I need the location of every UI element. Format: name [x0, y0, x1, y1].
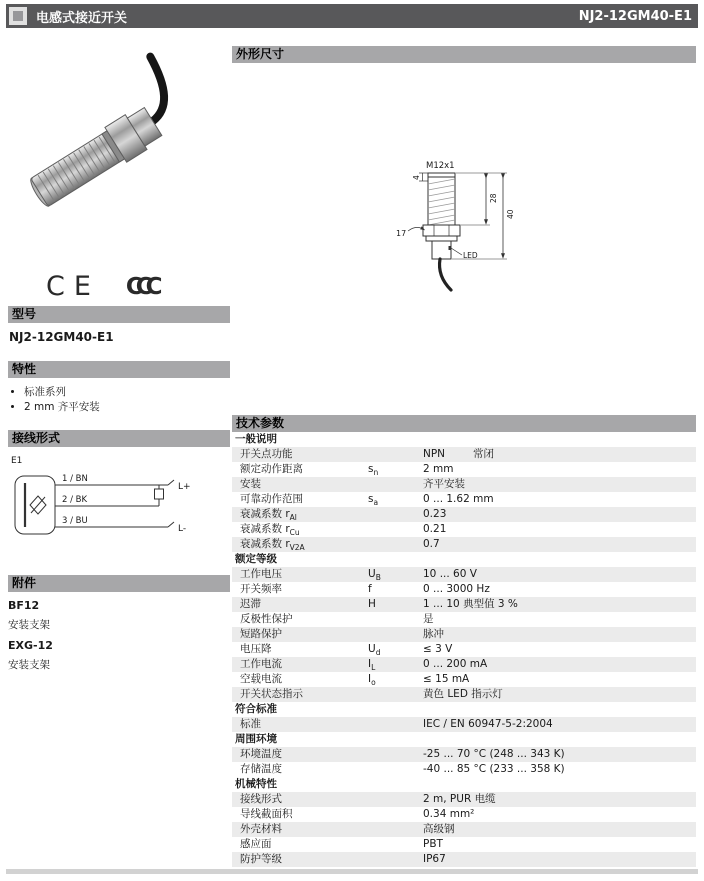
row-label: 衰减系数 $r_{V2A}$	[240, 538, 305, 553]
row-value: 0 ... 3000 Hz	[423, 583, 490, 595]
row-value: 0 ... 1.62 mm	[423, 493, 494, 505]
thread-label: M12x1	[426, 161, 455, 171]
row-symbol	[368, 447, 423, 462]
row-label: 空载电流	[240, 673, 282, 685]
table-row	[232, 657, 696, 672]
row-symbol	[368, 837, 423, 852]
row-symbol	[368, 507, 423, 522]
row-value: IP67	[423, 853, 446, 865]
row-symbol	[368, 762, 423, 777]
row-symbol: $U_d$	[368, 643, 381, 658]
table-section-header: 符合标准	[235, 703, 277, 715]
row-symbol	[368, 687, 423, 702]
ce-mark-icon: CE	[46, 271, 100, 302]
row-symbol: $U_B$	[368, 568, 381, 583]
table-row	[232, 597, 696, 612]
row-label: 安装	[240, 478, 261, 490]
row-symbol: f	[368, 583, 372, 595]
row-label: 额定动作距离	[240, 463, 303, 475]
table-row	[232, 522, 696, 537]
row-symbol: $I_L$	[368, 658, 376, 673]
cable	[123, 57, 180, 121]
row-label: 开关状态指示	[240, 688, 303, 700]
wiring-diagram	[8, 452, 216, 556]
row-value: 10 ... 60 V	[423, 568, 477, 580]
brand-icon	[9, 7, 27, 25]
right-column	[232, 46, 696, 867]
ccc-mark-icon: CCC	[125, 273, 156, 300]
table-row	[232, 627, 696, 642]
table-row	[232, 462, 696, 477]
row-symbol: $I_o$	[368, 673, 376, 688]
feature-item: • 2 mm 齐平安装	[24, 400, 230, 415]
row-symbol	[368, 477, 423, 492]
row-symbol: $s_n$	[368, 463, 379, 478]
row-symbol	[368, 537, 423, 552]
table-row	[232, 642, 696, 657]
row-label: 存储温度	[240, 763, 282, 775]
table-row	[232, 747, 696, 762]
row-label: 标准	[240, 718, 261, 730]
section-heading-features: 特性	[8, 361, 230, 378]
tech-table	[232, 432, 696, 867]
row-symbol	[368, 792, 423, 807]
row-label: 工作电压	[240, 568, 282, 580]
cable-line	[439, 259, 451, 290]
row-label: 开关频率	[240, 583, 282, 595]
row-value: 0.7	[423, 538, 440, 550]
accessory-desc: 安装支架	[8, 619, 50, 631]
table-row	[232, 567, 696, 582]
table-row	[232, 507, 696, 522]
table-row	[232, 762, 696, 777]
table-row	[232, 612, 696, 627]
table-row	[232, 477, 696, 492]
accessory-name: BF12	[8, 599, 40, 612]
row-value: -40 ... 85 °C (233 ... 358 K)	[423, 763, 565, 775]
dimension-sketch	[390, 159, 568, 307]
row-label: 衰减系数 $r_{Cu}$	[240, 523, 300, 538]
table-row	[232, 672, 696, 687]
section-heading-accessories: 附件	[8, 575, 230, 592]
table-section-header: 额定等级	[235, 553, 277, 565]
row-label: 感应面	[240, 838, 272, 850]
dim-label-4: 4	[412, 175, 421, 180]
row-label: 电压降	[240, 643, 272, 655]
feature-item: • 标准系列	[24, 385, 230, 400]
row-label: 外壳材料	[240, 823, 282, 835]
row-value: 高级钢	[423, 823, 455, 835]
certification-marks	[46, 271, 164, 302]
row-symbol: H	[368, 598, 376, 610]
table-row	[232, 447, 696, 462]
row-value: PBT	[423, 838, 443, 850]
footer-divider	[6, 869, 698, 874]
row-value: 2 mm	[423, 463, 454, 475]
row-label: 防护等级	[240, 853, 282, 865]
section-heading-tech: 技术参数	[232, 415, 696, 432]
table-row	[232, 822, 696, 837]
row-value: 脉冲	[423, 628, 444, 640]
table-row	[232, 537, 696, 552]
row-value: 1 ... 10 典型值 3 %	[423, 598, 518, 610]
sensor-photo-drawing	[8, 30, 220, 262]
row-value: NPN 常闭	[423, 448, 495, 460]
row-symbol: $s_a$	[368, 493, 379, 508]
row-value: 0 ... 200 mA	[423, 658, 488, 670]
page-header	[6, 4, 698, 28]
rail-label-minus: L-	[178, 524, 187, 534]
row-symbol	[368, 852, 423, 867]
section-heading-connection: 接线形式	[8, 430, 230, 447]
led-label: LED	[463, 251, 478, 260]
row-symbol	[368, 612, 423, 627]
row-value-secondary: 常闭	[473, 448, 495, 460]
row-label: 短路保护	[240, 628, 282, 640]
page-title: 电感式接近开关	[36, 10, 128, 26]
features-list	[24, 385, 230, 415]
row-label: 可靠动作范围	[240, 493, 303, 505]
row-symbol	[368, 807, 423, 822]
diagram-label: E1	[11, 456, 23, 466]
model-value: NJ2-12GM40-E1	[9, 330, 114, 344]
dim-label-40: 40	[506, 209, 515, 219]
row-label: 反极性保护	[240, 613, 293, 625]
table-row	[232, 792, 696, 807]
row-value: ≤ 3 V	[423, 643, 453, 655]
part-number-header: NJ2-12GM40-E1	[578, 8, 692, 24]
row-symbol	[368, 717, 423, 732]
row-value: 黄色 LED 指示灯	[423, 688, 503, 700]
row-value: ≤ 15 mA	[423, 673, 470, 685]
wire-label-bu: 3 / BU	[62, 516, 88, 526]
row-value: 0.34 mm²	[423, 808, 475, 820]
table-section-header: 一般说明	[235, 433, 277, 445]
table-section-header: 机械特性	[235, 778, 277, 790]
wire-label-bk: 2 / BK	[62, 495, 88, 505]
row-label: 接线形式	[240, 793, 282, 805]
dimension-drawing	[232, 63, 696, 415]
row-label: 环境温度	[240, 748, 282, 760]
row-value: -25 ... 70 °C (248 ... 343 K)	[423, 748, 565, 760]
row-value: 是	[423, 613, 434, 625]
section-heading-dimensions: 外形尺寸	[232, 46, 696, 63]
row-value: 2 m, PUR 电缆	[423, 793, 496, 805]
table-row	[232, 717, 696, 732]
accessories-list	[8, 599, 230, 672]
table-row	[232, 852, 696, 867]
product-photo	[8, 30, 230, 306]
table-row	[232, 492, 696, 507]
accessory-name: EXG-12	[8, 639, 53, 652]
connection-diagram	[8, 452, 230, 564]
row-label: 迟滞	[240, 598, 261, 610]
row-value: IEC / EN 60947-5-2:2004	[423, 718, 553, 730]
row-symbol	[368, 822, 423, 837]
row-label: 导线截面积	[240, 808, 293, 820]
dim-label-28: 28	[489, 193, 498, 203]
row-label: 工作电流	[240, 658, 282, 670]
row-value: 0.23	[423, 508, 447, 520]
row-value: 0.21	[423, 523, 447, 535]
row-symbol	[368, 522, 423, 537]
table-row	[232, 582, 696, 597]
rail-label-plus: L+	[178, 482, 191, 492]
left-column	[8, 30, 230, 672]
dim-label-17: 17	[396, 229, 407, 238]
row-symbol	[368, 627, 423, 642]
table-section-header: 周围环境	[235, 733, 277, 745]
row-symbol	[368, 747, 423, 762]
row-label: 衰减系数 $r_{Al}$	[240, 508, 297, 523]
table-row	[232, 687, 696, 702]
accessory-desc: 安装支架	[8, 659, 50, 671]
table-row	[232, 807, 696, 822]
row-label: 开关点功能	[240, 448, 293, 460]
row-value: 齐平安装	[423, 478, 465, 490]
table-row	[232, 837, 696, 852]
section-heading-model: 型号	[8, 306, 230, 323]
wire-label-bn: 1 / BN	[62, 474, 88, 484]
